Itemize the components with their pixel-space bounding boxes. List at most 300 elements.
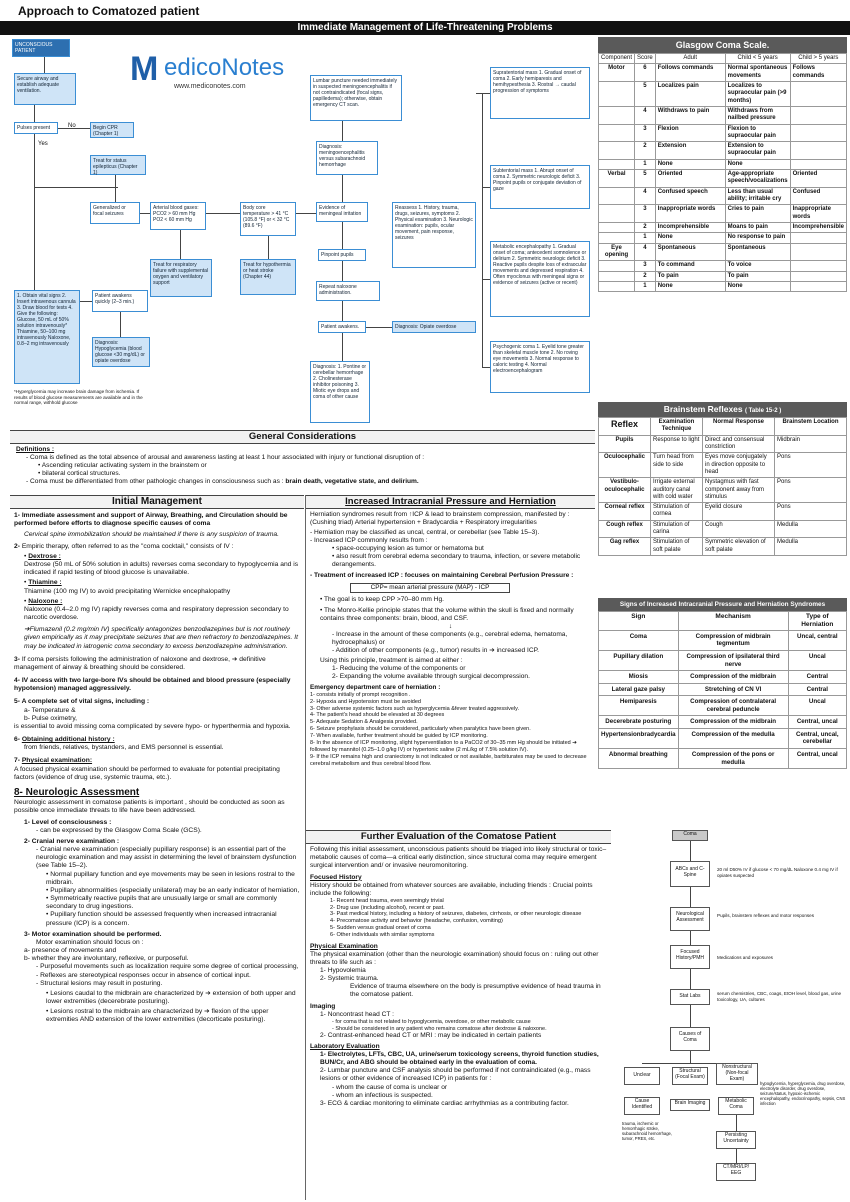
down-arrow-icon: ↓ — [448, 622, 453, 630]
icp-p5: • The goal is to keep CPP >70–80 mm Hg. — [320, 595, 444, 603]
initial-title: Initial Management — [10, 495, 304, 509]
gcs-cell: Confused — [790, 187, 846, 205]
connector — [482, 93, 483, 367]
gcs-cell — [599, 271, 635, 281]
algo-neuro-note: Pupils, brainstem reflexes and motor responses — [717, 913, 815, 918]
brainstem-row — [599, 520, 847, 538]
signs-row — [599, 683, 847, 696]
algo-history: Focused History/PMH — [670, 945, 710, 969]
item-6b: from friends, relatives, bystanders, and EMS personnel is essential. — [24, 744, 224, 752]
connector — [342, 301, 343, 321]
gcs-cell: Less than usual ability; irritable cry — [725, 187, 790, 205]
mediconotes-logo — [130, 47, 285, 95]
gcs-cell: Oriented — [655, 170, 725, 188]
brainstem-header: Brainstem Location — [775, 418, 847, 436]
gcs-cell: Follows commands — [790, 64, 846, 82]
gcs-cell: To voice — [725, 261, 790, 271]
gcs-cell: Spontaneous — [655, 243, 725, 261]
flow-dxmen: Diagnosis: meningoencephalitis versus subarachnoid hemorrhage — [316, 141, 378, 175]
thiamine-label: Thiamine : — [28, 579, 62, 587]
gcs-cell: Withdraws to pain — [655, 106, 725, 124]
gcs-cell: Normal spontaneous movements — [725, 64, 790, 82]
signs-cell: Lateral gaze palsy — [599, 683, 679, 696]
brainstem-cell: Turn head from side to side — [651, 453, 703, 478]
gcs-cell — [599, 159, 635, 169]
neuro-2c-text: Pupillary abnormalities (especially unilateral) may be an early indicator of herniation, — [50, 886, 300, 894]
physical-exam-note: Evidence of trauma elsewhere on the body is presumptive evidence of head trauma in the comatose patient. — [350, 982, 601, 998]
algo-trauma-note: trauma, ischemic or hemorrhagic stroke, subarachnoid hemorrhage, tumor, PRES, etc. — [622, 1121, 673, 1142]
connector — [120, 312, 121, 337]
gcs-cell — [790, 159, 846, 169]
brainstem-cell: Eyelid closure — [703, 503, 775, 521]
gcs-cell — [790, 106, 846, 124]
gcs-cell: None — [655, 233, 725, 243]
brainstem-header: Examination Technique — [651, 418, 703, 436]
gcs-title: Glasgow Coma Scale. — [598, 37, 847, 53]
bullet-text: Ascending reticular activating system in the brainstem or — [41, 461, 207, 469]
dextrose-label: Dextrose : — [28, 552, 61, 560]
icp-p6a: - Increase in the amount of these components (e.g., cerebral edema, hematoma, hydrocephalus) or — [332, 630, 568, 646]
further-intro: Following this initial assessment, unconscious patients should be triaged into likely structural or toxic–metabolic causes of coma—a critical early distinction, since structural coma may require emergent surgical intervention and/ or invasive neuromonitoring. — [310, 845, 607, 869]
gcs-cell: 6 — [635, 64, 656, 82]
lab-2b: - whom an infectious is suspected. — [332, 1091, 433, 1099]
neuro-3d: - Purposeful movements such as localization require some degree of cortical processing, — [36, 963, 299, 971]
gcs-cell: Oriented — [790, 170, 846, 188]
connector — [342, 121, 343, 141]
icp-p3b: • also result from cerebral edema secondary to trauma, infection, or severe metabolic derangements. — [332, 552, 581, 568]
gcs-header: Adult — [655, 54, 725, 64]
algo-stat-labs: Stat Labs — [670, 989, 710, 1005]
item-2-text: Empiric therapy, often referred to as the "coma cocktail," consists of IV : — [21, 542, 234, 550]
signs-header: Type of Herniation — [788, 612, 846, 631]
ed-item: 3- Other adverse systemic factors such as hyperglycemia &fever treated aggressively. — [310, 705, 519, 712]
lab-2: 2- Lumbar puncture and CSF analysis should be performed if not contraindicated (e.g., mass lesions or other evidence of increased ICP) in patients for : — [320, 1067, 591, 1083]
neuro-2a-text: Cranial nerve examination (especially pupillary response) is an essential part of the neurologic examination and may assist in determining the level of brainstem dysfunction (see Table 15–2). — [36, 846, 297, 870]
ed-item: 6- Seizure prophylaxis should be considered, particularly when paralytics have been given. — [310, 726, 531, 733]
connector — [690, 1051, 691, 1063]
initial-column — [10, 495, 304, 1200]
logo-url: www.mediconotes.com — [174, 83, 246, 90]
connector — [690, 1005, 691, 1027]
connector — [690, 841, 691, 861]
brainstem-title-text: Brainstem Reflexes — [663, 404, 743, 414]
top-banner: Immediate Management of Life-Threatening Problems — [0, 21, 850, 35]
naloxone-text: Naloxone (0.4–2.0 mg IV) rapidly reverses coma and respiratory depression secondary to narcotic overdose. — [24, 605, 289, 622]
algo-causes: Causes of Coma — [670, 1027, 710, 1051]
connector — [342, 333, 343, 361]
connector — [206, 213, 240, 214]
signs-row — [599, 671, 847, 684]
gcs-cell: None — [725, 159, 790, 169]
icp-p7: Using this principle, treatment is aimed at either : — [320, 656, 463, 664]
further-column — [305, 830, 611, 1200]
gcs-cell — [790, 281, 846, 291]
item-1: 1- Immediate assessment and support of Airway, Breathing, and Circulation should be performed before efforts to diagnose specific causes of coma — [14, 512, 288, 528]
algo-structural: Structural (Focal Exam) — [672, 1067, 708, 1085]
definition-2: - Coma must be differentiated from other pathologic changes in consciousness such as : brain death, vegetative state, and delirium. — [26, 477, 419, 485]
brainstem-row — [599, 435, 847, 453]
imaging-1b: - Should be considered in any patient who remains comatose after dextrose & naloxone. — [332, 1025, 547, 1032]
signs-row — [599, 728, 847, 748]
ed-item: 2- Hypoxia and Hypotension must be avoided — [310, 698, 421, 705]
gcs-cell — [599, 142, 635, 160]
focused-history-title: Focused History — [310, 873, 362, 881]
gcs-cell: Incomprehensible — [655, 222, 725, 232]
item-2: 2- Empiric therapy, often referred to as the "coma cocktail," consists of IV : — [14, 542, 234, 550]
gcs-cell: 3 — [635, 261, 656, 271]
general-section — [10, 430, 595, 494]
signs-cell: Central, uncal — [788, 716, 846, 729]
gcs-cell: 4 — [635, 187, 656, 205]
brainstem-cell: Eyes move conjugately in direction opposite to head — [703, 453, 775, 478]
flow-treathypo: Treat for hypothermia or heat stroke (Chapter 44) — [240, 259, 296, 295]
algo-abcs-note: 20 ml D50% IV if glucose < 70 mg/dL Naloxone 0.4 mg IV if opiates suspected — [717, 867, 838, 878]
item-7: 7- Physical examination: — [14, 757, 93, 765]
flow-metabolic: Metabolic encephalopathy 1. Gradual onset of coma; antecedent somnolence or delirium 2. Symmetric neurologic deficit 3. Reactive pupils despite loss of extraocular movements and depressed respiration 4. Often myoclonus with meningeal signs or evidence of seizures (active or recent) — [490, 241, 590, 317]
flow-awakens: Patient awakens. — [318, 321, 366, 333]
signs-cell: Compression of ipsilateral third nerve — [678, 650, 788, 670]
algo-imaging: Brain Imaging — [670, 1099, 710, 1111]
neuro-3: 3- Motor examination should be performed. — [24, 930, 162, 938]
flow-steps: 1. Obtain vital signs 2. Insert intravenous cannula 3. Draw blood for tests 4. Give the following: Glucose, 50 mL of 50% solution intravenously* Thiamine, 50–100 mg intravenously Naloxone, 0.8–2 mg intravenously — [14, 290, 80, 384]
icp-p6a-text: Increase in the amount of these components (e.g., cerebral edema, hematoma, hydrocephalus) or — [332, 630, 568, 646]
flow-awakes2: Patient awakens quickly (2–3 min.) — [92, 290, 148, 312]
brainstem-cell: Gag reflex — [599, 538, 651, 556]
brainstem-table-ref: ( Table 15-2 ) — [745, 408, 782, 414]
signs-header: Sign — [599, 612, 679, 631]
gcs-header: Child < 5 years — [725, 54, 790, 64]
bullet-text: bilateral cortical structures. — [42, 469, 121, 477]
brainstem-cell: Corneal reflex — [599, 503, 651, 521]
gcs-cell: Moans to pain — [725, 222, 790, 232]
gcs-header: Score — [635, 54, 656, 64]
icp-p1: Herniation syndromes result from ↑ICP & lead to brainstem compression, manifested by : (Cushing triad) Arterial hypertension + Bradycardia + Respiratory irregularities — [310, 510, 570, 526]
gcs-cell — [599, 124, 635, 142]
physical-exam-title: Physical Examination — [310, 942, 378, 950]
gcs-cell: None — [655, 159, 725, 169]
ed-item: 9- If the ICP remains high and craniectomy is not indicated or not available, barbiturates may be used to decrease cerebral metabolism and thus cerebral blood flow. — [310, 753, 587, 767]
icp-p3a: • space-occupying lesion as tumor or hematoma but — [332, 544, 484, 552]
signs-table — [598, 611, 847, 769]
brainstem-cell: Cough reflex — [599, 520, 651, 538]
gcs-cell: Age-appropriate speech/vocalizations — [725, 170, 790, 188]
logo-text: edicoNotes — [164, 54, 285, 81]
dash: - — [26, 453, 31, 461]
signs-cell: Compression of the midbrain — [678, 671, 788, 684]
connector — [690, 887, 691, 907]
connector — [736, 1115, 737, 1131]
neuro-2d: • Symmetrically reactive pupils that are unusually large or small are commonly secondary to drug ingestions. — [46, 895, 277, 911]
gcs-row — [599, 222, 847, 232]
flow-treatresp: Treat for respiratory failure with supplemental oxygen and ventilatory support — [150, 259, 212, 297]
gcs-row — [599, 170, 847, 188]
flow-status: Treat for status epilepticus (Chapter 1) — [90, 155, 146, 175]
icp-p6: • The Monro-Kellie principle states that the volume within the skull is fixed and normally contains three components: brain, blood, and CSF. — [320, 606, 574, 622]
signs-cell: Hypertensionbradycardia — [599, 728, 679, 748]
connector — [690, 969, 691, 989]
signs-row — [599, 650, 847, 670]
dextrose-head: • Dextrose : — [24, 552, 61, 560]
neuro-3h: • Lesions rostral to the midbrain are characterized by ➔ flexion of the upper extremities AND extension of the lower extremities (decorticate posturing). — [46, 1008, 269, 1024]
gcs-table — [598, 53, 847, 292]
gcs-row — [599, 64, 847, 82]
gcs-cell: 5 — [635, 170, 656, 188]
connector — [34, 187, 118, 188]
item-7-text: Physical examination: — [21, 757, 93, 765]
connector — [482, 279, 490, 280]
imaging-1: 1- Noncontrast head CT : — [320, 1010, 394, 1018]
signs-cell: Central, uncal, cerebellar — [788, 728, 846, 748]
bullet: • bilateral cortical structures. — [38, 469, 121, 477]
neuro-2e: • Pupillary function should be assessed frequently when increased intracranial pressure (ICP) is a concern. — [46, 911, 277, 927]
cpp-formula: CPP= mean arterial pressure (MAP) - ICP — [350, 583, 510, 593]
gcs-cell: 1 — [635, 281, 656, 291]
connector — [44, 57, 45, 73]
signs-header: Mechanism — [678, 612, 788, 631]
item-1-note: Cervical spine immobilization should be maintained if there is any suspicion of trauma. — [24, 530, 279, 538]
algo-metabolic-note: hypoglycemia, hyperglycemia, drug overdose, electrolyte disorder, drug overdose, seizure/status, hypoxic-ischemic encephalopathy, endocrinopathy, sepsis, CNS infection — [760, 1081, 846, 1107]
gcs-cell — [790, 142, 846, 160]
thiamine-text: Thiamine (100 mg IV) to avoid precipitating Wernicke encephalopathy — [24, 587, 231, 595]
neuro-3g: • Lesions caudal to the midbrain are characterized by ➔ extension of both upper and lower extremities (decerebrate posturing). — [46, 989, 296, 1006]
imaging-title: Imaging — [310, 1002, 336, 1010]
ed-item: 5- Adequate Sedation & Analgesia provided. — [310, 719, 418, 726]
lab-title: Laboratory Evaluation — [310, 1043, 380, 1051]
history-item: 3- Past medical history, including a history of seizures, diabetes, cirrhosis, or other neurologic disease — [330, 911, 582, 918]
physical-exam-1: 1- Hypovolemia — [320, 966, 366, 974]
connector — [342, 261, 343, 281]
signs-title: Signs of Increased Intracranial Pressure and Herniation Syndromes — [598, 598, 847, 611]
gcs-cell: None — [725, 281, 790, 291]
algo-metabolic: Metabolic Coma — [718, 1097, 754, 1115]
signs-cell: Uncal — [788, 696, 846, 716]
algo-history-note: Medications and exposures — [717, 955, 773, 960]
neuro-3f-text: Structural lesions may result in posturing. — [40, 979, 163, 987]
gcs-row — [599, 261, 847, 271]
icp-p7a: 1- Reducing the volume of the components or — [332, 664, 466, 672]
flow-hypogly: Diagnosis: Hypoglycemia (blood glucose <30 mg/dL) or opiate overdose — [92, 337, 150, 367]
neuro-1a: - can be expressed by the Glasgow Coma Scale (GCS). — [36, 826, 202, 834]
gcs-cell: Verbal — [599, 170, 635, 188]
brainstem-cell: Stimulation of soft palate — [651, 538, 703, 556]
no-label: No — [68, 123, 76, 129]
brainstem-row — [599, 503, 847, 521]
gcs-row — [599, 81, 847, 106]
imaging-1a: - for coma that is not related to hypoglycemia, overdose, or other metabolic cause — [332, 1018, 531, 1025]
icp-ed: Emergency department care of herniation : — [310, 683, 441, 691]
gcs-cell — [790, 261, 846, 271]
connector — [690, 931, 691, 945]
gcs-cell: Extension — [655, 142, 725, 160]
gcs-cell: 1 — [635, 159, 656, 169]
neuro-2c: • Pupillary abnormalities (especially unilateral) may be an early indicator of herniation, — [46, 886, 300, 894]
connector — [482, 187, 490, 188]
algo-neuro: Neurological Assessment — [670, 907, 710, 931]
history-list — [310, 898, 607, 939]
flumazenil-text: ➔Flumazenil (0.2 mg/min IV) specifically antagonizes benzodiazepines but is not routinely given empirically as it may precipitate seizures that are then refractory to benzodiazepines. It may be indicated in iatrogenic coma secondary to excess benzodiazepine administration. — [24, 626, 298, 650]
flow-pinpoint: Pinpoint pupils — [318, 249, 366, 261]
icp-p4: - Treatment of increased ICP : focuses on maintaining Cerebral Perfusion Pressure : — [310, 571, 574, 579]
connector — [115, 175, 116, 202]
brainstem-cell: Response to light — [651, 435, 703, 453]
icp-p6b: - Addition of other components (e.g., tumor) results in ➔ increased ICP. — [332, 646, 539, 654]
ed-item: 7- When available, further treatment should be guided by ICP monitoring. — [310, 733, 488, 740]
gcs-cell: Cries to pain — [725, 205, 790, 223]
brainstem-panel — [598, 402, 847, 596]
definition-2-bold: brain death, vegetative state, and delirium. — [285, 477, 419, 485]
signs-cell: Decerebrate posturing — [599, 716, 679, 729]
gcs-row — [599, 124, 847, 142]
signs-cell: Central, uncal — [788, 749, 846, 769]
history-item: 5- Sudden versus gradual onset of coma — [330, 925, 431, 932]
item-5c: is essential to avoid missing coma complicated by severe hypo- or hyperthermia and hypoxia. — [14, 722, 291, 730]
signs-cell: Hemiparesis — [599, 696, 679, 716]
flow-psych: Psychogenic coma 1. Eyelid tone greater than skeletal muscle tone 2. No roving eye movements 3. Normal response to caloric testing 4. Normal electroencephalogram — [490, 341, 590, 393]
gcs-panel — [598, 37, 847, 397]
flow-opiate: Diagnosis: Opiate overdose — [392, 321, 476, 333]
flowchart — [10, 37, 590, 427]
gcs-row — [599, 233, 847, 243]
connector — [80, 301, 92, 302]
brainstem-row — [599, 538, 847, 556]
neuro-3f: - Structural lesions may result in posturing. — [36, 979, 163, 987]
gcs-cell: To command — [655, 261, 725, 271]
flow-subtent: Subtentorial mass 1. Abrupt onset of coma 2. Symmetric neurologic deficit 3. Pinpoint pupils or conjugate deviation of gaze — [490, 165, 590, 209]
flow-airway: Secure airway and establish adequate ventilation. — [14, 73, 76, 105]
brainstem-cell: Stimulation of cornea — [651, 503, 703, 521]
physical-exam-2: 2- Systemic trauma. — [320, 974, 379, 982]
connector — [268, 236, 269, 259]
brainstem-cell: Vestibulo-oculocephalic — [599, 478, 651, 503]
brainstem-cell: Pons — [775, 478, 847, 503]
brainstem-cell: Pons — [775, 503, 847, 521]
signs-cell: Coma — [599, 630, 679, 650]
gcs-cell — [599, 81, 635, 106]
icp-p3: - Increased ICP commonly results from : — [310, 536, 428, 544]
brainstem-header: Normal Response — [703, 418, 775, 436]
gcs-cell — [790, 243, 846, 261]
signs-cell: Central — [788, 683, 846, 696]
brainstem-cell: Cough — [703, 520, 775, 538]
gcs-cell: 3 — [635, 205, 656, 223]
history-item: 2- Drug use (including alcohol), recent or past. — [330, 904, 445, 911]
signs-cell: Compression of midbrain tegmentum — [678, 630, 788, 650]
brainstem-cell: Direct and consensual constriction — [703, 435, 775, 453]
brainstem-header: Reflex — [599, 418, 651, 436]
brainstem-cell: Irrigate external auditory canal with cold water — [651, 478, 703, 503]
algo-identified: Cause Identified — [624, 1097, 660, 1115]
algo-stat-note: serum chemistries, CBC, coags, EtOH level, blood gas, urine toxicology, UA, cultures — [717, 991, 842, 1002]
flow-temp: Body core temperature > 41 °C (105.8 °F) or < 32 °C (89.6 °F) — [240, 202, 296, 236]
icp-p2: - Herniation may be classified as uncal, central, or cerebellar (see Table 15–3). — [310, 528, 540, 536]
gcs-row — [599, 142, 847, 160]
signs-row — [599, 749, 847, 769]
gcs-cell — [599, 261, 635, 271]
ed-item: 4- The patient's head should be elevated at 30 degrees — [310, 712, 445, 719]
connector — [296, 213, 316, 214]
imaging-1b-text: Should be considered in any patient who remains comatose after dextrose & naloxone. — [335, 1025, 547, 1032]
gcs-cell: 2 — [635, 271, 656, 281]
gcs-cell: 1 — [635, 233, 656, 243]
gcs-cell: No response to pain — [725, 233, 790, 243]
bullet: • Ascending reticular activating system in the brainstem or — [38, 461, 207, 469]
gcs-cell — [790, 233, 846, 243]
item-4-text: IV access with two large-bore IVs should be obtained and blood pressure (especially hypotension) managed aggressively. — [14, 677, 291, 693]
signs-cell: Uncal — [788, 650, 846, 670]
item-5b: b- Pulse oximetry, — [24, 714, 78, 722]
thiamine-head: • Thiamine : — [24, 579, 62, 587]
gcs-row — [599, 106, 847, 124]
signs-cell: Pupillary dilation — [599, 650, 679, 670]
further-title: Further Evaluation of the Comatose Patient — [306, 830, 611, 844]
ed-list — [310, 692, 591, 768]
signs-cell: Abnormal breathing — [599, 749, 679, 769]
item-7b: A focused physical examination should be performed to evaluate for potential precipitating factors (evidence of drug use, systemic trauma, etc.). — [14, 765, 280, 781]
flow-meningeal: Evidence of meningeal irritation — [316, 202, 368, 222]
brainstem-cell: Nystagmus with fast component away from stimulus — [703, 478, 775, 503]
flow-supra: Supratentorial mass 1. Gradual onset of coma 2. Early hemiparesis and hemihypesthesia 3. Rostral → caudal progression of symptoms — [490, 67, 590, 119]
neuro-3e: - Reflexes are stereotypical responses occur in absence of cortical input. — [36, 971, 251, 979]
history-item: 1- Recent head trauma, even seemingly trivial — [330, 897, 444, 904]
icp-column — [305, 495, 595, 830]
definitions-label: Definitions : — [16, 445, 55, 453]
neuro-3c: b- whether they are involuntary, reflexive, or purposeful. — [24, 955, 189, 963]
algo-abcs: ABCs and C-Spine — [670, 861, 710, 887]
focused-history-text: History should be obtained from whatever sources are available, including friends : Crucial points include the following: — [310, 881, 593, 897]
icp-p6-text: The Monro-Kellie principle states that the volume within the skull is fixed and normally contains three components: brain, blood, and CSF. — [320, 606, 574, 622]
gcs-header: Component — [599, 54, 635, 64]
brainstem-cell: Symmetric elevation of soft palate — [703, 538, 775, 556]
signs-cell: Compression of the midbrain — [678, 716, 788, 729]
neuro-1: 1- Level of consciousness : — [24, 818, 112, 826]
page-title: Approach to Comatozed patient — [18, 4, 200, 18]
gcs-row — [599, 271, 847, 281]
neuro-2: 2- Cranial nerve examination : — [24, 837, 120, 845]
algo-nonstructural: Nonstructural (Non-focal Exam) — [716, 1063, 758, 1085]
item-5-text: A complete set of vital signs, including : — [21, 698, 150, 706]
signs-row — [599, 716, 847, 729]
gcs-row — [599, 187, 847, 205]
gcs-cell: 2 — [635, 222, 656, 232]
gcs-cell — [599, 205, 635, 223]
ed-item: 1- consists initially of prompt recognition . — [310, 691, 411, 698]
gcs-cell: Inappropriate words — [790, 205, 846, 223]
brainstem-cell: Pupils — [599, 435, 651, 453]
gcs-cell: Inappropriate words — [655, 205, 725, 223]
signs-cell: Compression of the medulla — [678, 728, 788, 748]
algo-unclear: Unclear — [624, 1067, 660, 1085]
signs-cell: Uncal, central — [788, 630, 846, 650]
gcs-cell — [599, 222, 635, 232]
logo-m: M — [130, 50, 159, 88]
naloxone-label: Naloxone : — [28, 597, 63, 605]
neuro-3e-text: Reflexes are stereotypical responses occur in absence of cortical input. — [40, 971, 251, 979]
imaging-2: 2- Contrast-enhanced head CT or MRI : may be indicated in certain patients — [320, 1032, 542, 1040]
flow-naloxone: Repeat naloxone administration. — [316, 281, 380, 301]
brainstem-cell: Oculocephalic — [599, 453, 651, 478]
signs-row — [599, 630, 847, 650]
item-4: 4- IV access with two large-bore IVs should be obtained and blood pressure (especially hypotension) managed aggressively. — [14, 677, 291, 693]
brainstem-table — [598, 417, 847, 556]
gcs-cell — [790, 81, 846, 106]
gcs-cell — [599, 106, 635, 124]
gcs-header: Child > 5 years — [790, 54, 846, 64]
yes-label: Yes — [38, 141, 48, 147]
flow-start: UNCONSCIOUS PATIENT — [12, 39, 70, 57]
icp-p3a-text: space-occupying lesion as tumor or hematoma but — [336, 544, 484, 552]
gcs-row — [599, 243, 847, 261]
gcs-cell: Motor — [599, 64, 635, 82]
